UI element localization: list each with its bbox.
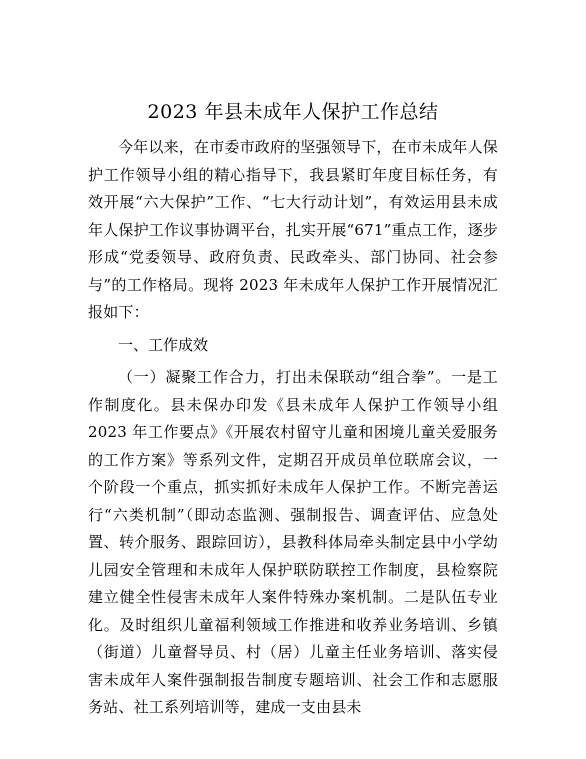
intro-paragraph: 今年以来，在市委市政府的坚强领导下，在市未成年人保护工作领导小组的精心指导下，我县紧盯年度目标任务，有效开展“六大保护”工作、“七大行动计划”，有效运用县未成年人保护工作议事协调平台，扎实开展“671”重点工作，逐步形成“党委领导、政府负责、民政牵头、部门协同、社会参与”的工作格局。现将 2023 年未成年人保护工作开展情况汇报如下： <box>88 138 499 321</box>
section-heading: 一、工作成效 <box>118 335 209 354</box>
section-paragraph: （一）凝聚工作合力，打出未保联动“组合拳”。一是工作制度化。县未保办印发《县未成年人保护工作领导小组 2023 年工作要点》《开展农村留守儿童和困境儿童关爱服务的工作方案》等系列文件，定期召开成员单位联席会议，一个阶段一个重点，抓实抓好未成年人保护工作。不断完善运行“六类机制”（即动态监测、强制报告、调查评估、应急处置、转介服务、跟踪回访），县教科体局牵头制定县中小学幼儿园安全管理和未成年人保护联防联控工作制度，县检察院建立健全性侵害未成年人案件特殊办案机制。二是队伍专业化。及时组织儿童福利领域工作推进和收养业务培训、乡镇（街道）儿童督导员、村（居）儿童主任业务培训、落实侵害未成年人案件强制报告制度专题培训、社会工作和志愿服务站、社工系列培训等，建成一支由县未 <box>88 368 498 716</box>
document-title: 2023 年县未成年人保护工作总结 <box>147 101 439 123</box>
document-page <box>88 100 498 722</box>
